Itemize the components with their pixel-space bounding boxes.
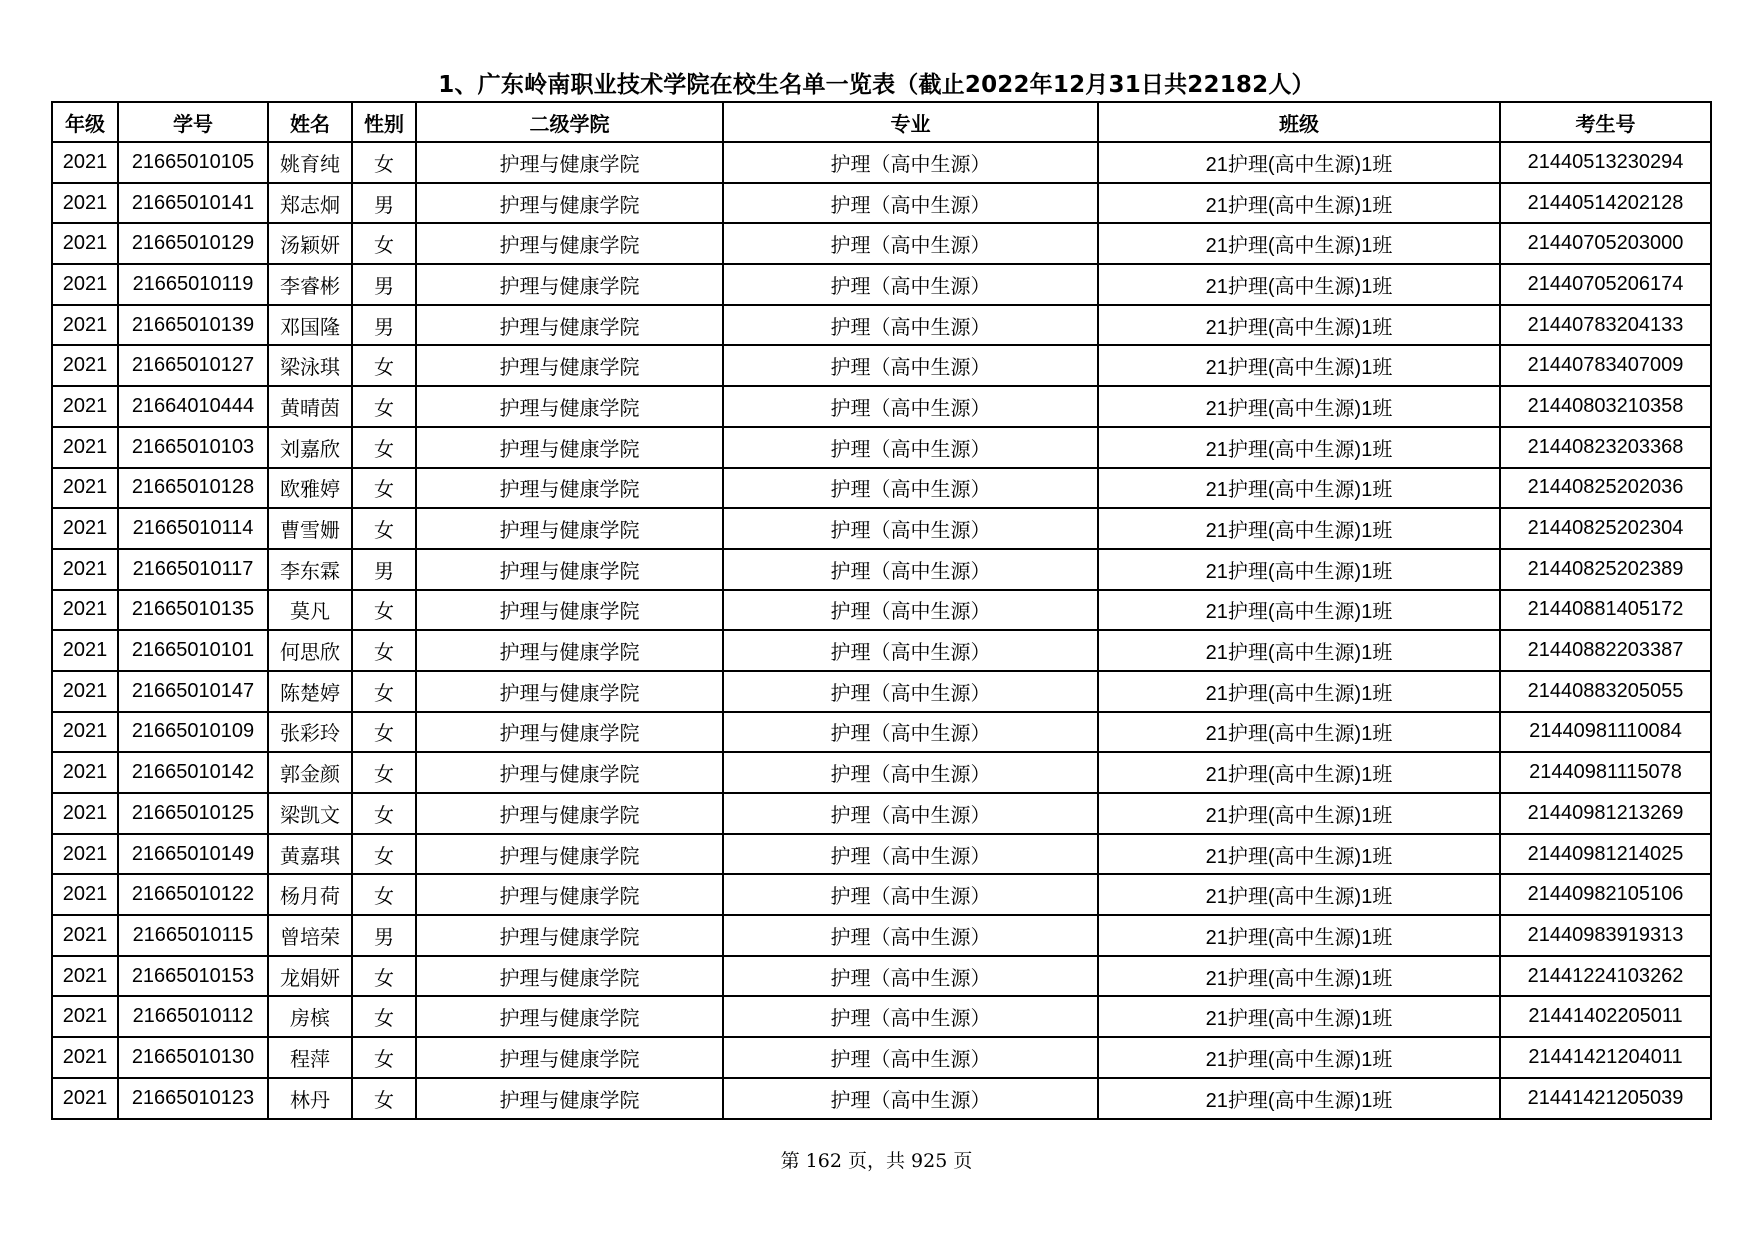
- cell-class: 21护理(高中生源)1班: [1098, 386, 1500, 427]
- cell-exam-number: 21441224103262: [1500, 956, 1711, 997]
- table-row: [52, 183, 1711, 224]
- cell-college: 护理与健康学院: [416, 874, 723, 915]
- cell-major: 护理（高中生源）: [723, 223, 1098, 264]
- cell-name: 杨月荷: [268, 874, 352, 915]
- cell-student-id: 21665010141: [118, 183, 268, 224]
- cell-college: 护理与健康学院: [416, 549, 723, 590]
- cell-exam-number: 21440982105106: [1500, 874, 1711, 915]
- table-row: [52, 142, 1711, 183]
- header-name: 姓名: [268, 102, 352, 142]
- cell-gender: 女: [352, 874, 416, 915]
- table-row: [52, 508, 1711, 549]
- table-row: [52, 264, 1711, 305]
- cell-gender: 男: [352, 183, 416, 224]
- table-row: [52, 386, 1711, 427]
- cell-name: 梁凯文: [268, 793, 352, 834]
- cell-gender: 男: [352, 305, 416, 346]
- cell-gender: 女: [352, 386, 416, 427]
- cell-exam-number: 21440981214025: [1500, 834, 1711, 875]
- cell-name: 莫凡: [268, 590, 352, 631]
- table-row: [52, 834, 1711, 875]
- cell-major: 护理（高中生源）: [723, 305, 1098, 346]
- cell-college: 护理与健康学院: [416, 1037, 723, 1078]
- cell-major: 护理（高中生源）: [723, 630, 1098, 671]
- table-body: [52, 142, 1711, 1119]
- table-row: [52, 223, 1711, 264]
- cell-student-id: 21665010114: [118, 508, 268, 549]
- cell-college: 护理与健康学院: [416, 508, 723, 549]
- table-row: [52, 468, 1711, 509]
- cell-gender: 女: [352, 345, 416, 386]
- cell-class: 21护理(高中生源)1班: [1098, 956, 1500, 997]
- page-number: 第 162 页，共 925 页: [780, 1150, 973, 1172]
- cell-student-id: 21665010123: [118, 1078, 268, 1119]
- cell-college: 护理与健康学院: [416, 630, 723, 671]
- cell-student-id: 21665010115: [118, 915, 268, 956]
- table-row: [52, 1078, 1711, 1119]
- cell-class: 21护理(高中生源)1班: [1098, 630, 1500, 671]
- cell-college: 护理与健康学院: [416, 305, 723, 346]
- table-row: [52, 956, 1711, 997]
- cell-class: 21护理(高中生源)1班: [1098, 1078, 1500, 1119]
- cell-class: 21护理(高中生源)1班: [1098, 915, 1500, 956]
- cell-name: 姚育纯: [268, 142, 352, 183]
- cell-student-id: 21665010153: [118, 956, 268, 997]
- cell-class: 21护理(高中生源)1班: [1098, 996, 1500, 1037]
- header-student-id: 学号: [118, 102, 268, 142]
- table-row: [52, 345, 1711, 386]
- cell-student-id: 21665010135: [118, 590, 268, 631]
- cell-student-id: 21665010122: [118, 874, 268, 915]
- cell-grade: 2021: [52, 427, 118, 468]
- cell-major: 护理（高中生源）: [723, 183, 1098, 224]
- cell-major: 护理（高中生源）: [723, 1078, 1098, 1119]
- cell-gender: 女: [352, 1037, 416, 1078]
- table-row: [52, 915, 1711, 956]
- cell-major: 护理（高中生源）: [723, 996, 1098, 1037]
- cell-college: 护理与健康学院: [416, 915, 723, 956]
- cell-college: 护理与健康学院: [416, 468, 723, 509]
- cell-college: 护理与健康学院: [416, 386, 723, 427]
- cell-gender: 女: [352, 590, 416, 631]
- cell-class: 21护理(高中生源)1班: [1098, 874, 1500, 915]
- cell-class: 21护理(高中生源)1班: [1098, 671, 1500, 712]
- cell-student-id: 21665010129: [118, 223, 268, 264]
- cell-exam-number: 21440883205055: [1500, 671, 1711, 712]
- student-roster-table: [51, 101, 1712, 1120]
- cell-exam-number: 21440803210358: [1500, 386, 1711, 427]
- cell-major: 护理（高中生源）: [723, 956, 1098, 997]
- cell-class: 21护理(高中生源)1班: [1098, 345, 1500, 386]
- cell-class: 21护理(高中生源)1班: [1098, 590, 1500, 631]
- cell-student-id: 21665010147: [118, 671, 268, 712]
- cell-grade: 2021: [52, 142, 118, 183]
- cell-grade: 2021: [52, 508, 118, 549]
- cell-exam-number: 21440823203368: [1500, 427, 1711, 468]
- cell-class: 21护理(高中生源)1班: [1098, 427, 1500, 468]
- cell-grade: 2021: [52, 874, 118, 915]
- cell-gender: 女: [352, 956, 416, 997]
- header-major: 专业: [723, 102, 1098, 142]
- cell-major: 护理（高中生源）: [723, 468, 1098, 509]
- cell-class: 21护理(高中生源)1班: [1098, 793, 1500, 834]
- cell-grade: 2021: [52, 956, 118, 997]
- cell-gender: 男: [352, 915, 416, 956]
- cell-gender: 女: [352, 427, 416, 468]
- cell-class: 21护理(高中生源)1班: [1098, 142, 1500, 183]
- cell-exam-number: 21440825202389: [1500, 549, 1711, 590]
- cell-grade: 2021: [52, 671, 118, 712]
- cell-college: 护理与健康学院: [416, 793, 723, 834]
- cell-exam-number: 21440825202036: [1500, 468, 1711, 509]
- cell-exam-number: 21440981110084: [1500, 712, 1711, 753]
- cell-name: 曾培荣: [268, 915, 352, 956]
- cell-student-id: 21665010142: [118, 752, 268, 793]
- cell-class: 21护理(高中生源)1班: [1098, 834, 1500, 875]
- table-row: [52, 752, 1711, 793]
- table-row: [52, 1037, 1711, 1078]
- cell-college: 护理与健康学院: [416, 996, 723, 1037]
- cell-name: 刘嘉欣: [268, 427, 352, 468]
- table-row: [52, 305, 1711, 346]
- cell-major: 护理（高中生源）: [723, 427, 1098, 468]
- cell-student-id: 21664010444: [118, 386, 268, 427]
- cell-exam-number: 21441421205039: [1500, 1078, 1711, 1119]
- cell-name: 李睿彬: [268, 264, 352, 305]
- cell-college: 护理与健康学院: [416, 264, 723, 305]
- cell-gender: 女: [352, 630, 416, 671]
- cell-class: 21护理(高中生源)1班: [1098, 264, 1500, 305]
- header-class: 班级: [1098, 102, 1500, 142]
- cell-gender: 女: [352, 671, 416, 712]
- cell-college: 护理与健康学院: [416, 834, 723, 875]
- cell-major: 护理（高中生源）: [723, 752, 1098, 793]
- cell-exam-number: 21440705206174: [1500, 264, 1711, 305]
- cell-grade: 2021: [52, 590, 118, 631]
- cell-name: 曹雪姗: [268, 508, 352, 549]
- cell-grade: 2021: [52, 752, 118, 793]
- table-row: [52, 712, 1711, 753]
- cell-gender: 女: [352, 508, 416, 549]
- cell-college: 护理与健康学院: [416, 142, 723, 183]
- cell-gender: 女: [352, 468, 416, 509]
- header-exam-number: 考生号: [1500, 102, 1711, 142]
- cell-name: 黄晴茵: [268, 386, 352, 427]
- cell-name: 郭金颜: [268, 752, 352, 793]
- cell-gender: 女: [352, 752, 416, 793]
- cell-student-id: 21665010139: [118, 305, 268, 346]
- header-gender: 性别: [352, 102, 416, 142]
- cell-exam-number: 21440514202128: [1500, 183, 1711, 224]
- cell-student-id: 21665010125: [118, 793, 268, 834]
- table-header-row: [52, 102, 1711, 142]
- cell-exam-number: 21440825202304: [1500, 508, 1711, 549]
- cell-name: 何思欣: [268, 630, 352, 671]
- cell-grade: 2021: [52, 1037, 118, 1078]
- cell-gender: 女: [352, 996, 416, 1037]
- table-row: [52, 671, 1711, 712]
- cell-student-id: 21665010119: [118, 264, 268, 305]
- cell-name: 梁泳琪: [268, 345, 352, 386]
- cell-grade: 2021: [52, 630, 118, 671]
- cell-grade: 2021: [52, 712, 118, 753]
- cell-exam-number: 21441402205011: [1500, 996, 1711, 1037]
- cell-name: 汤颖妍: [268, 223, 352, 264]
- cell-grade: 2021: [52, 305, 118, 346]
- cell-grade: 2021: [52, 468, 118, 509]
- cell-college: 护理与健康学院: [416, 183, 723, 224]
- cell-gender: 男: [352, 549, 416, 590]
- cell-student-id: 21665010149: [118, 834, 268, 875]
- table-row: [52, 427, 1711, 468]
- cell-class: 21护理(高中生源)1班: [1098, 183, 1500, 224]
- cell-student-id: 21665010117: [118, 549, 268, 590]
- cell-grade: 2021: [52, 1078, 118, 1119]
- cell-class: 21护理(高中生源)1班: [1098, 305, 1500, 346]
- cell-exam-number: 21440882203387: [1500, 630, 1711, 671]
- cell-name: 郑志炯: [268, 183, 352, 224]
- cell-major: 护理（高中生源）: [723, 915, 1098, 956]
- table-row: [52, 549, 1711, 590]
- cell-gender: 男: [352, 264, 416, 305]
- cell-name: 张彩玲: [268, 712, 352, 753]
- table-row: [52, 793, 1711, 834]
- cell-college: 护理与健康学院: [416, 671, 723, 712]
- cell-major: 护理（高中生源）: [723, 386, 1098, 427]
- cell-major: 护理（高中生源）: [723, 549, 1098, 590]
- cell-major: 护理（高中生源）: [723, 712, 1098, 753]
- cell-major: 护理（高中生源）: [723, 590, 1098, 631]
- cell-major: 护理（高中生源）: [723, 142, 1098, 183]
- cell-name: 陈楚婷: [268, 671, 352, 712]
- header-college: 二级学院: [416, 102, 723, 142]
- cell-major: 护理（高中生源）: [723, 834, 1098, 875]
- cell-class: 21护理(高中生源)1班: [1098, 468, 1500, 509]
- cell-grade: 2021: [52, 183, 118, 224]
- cell-major: 护理（高中生源）: [723, 264, 1098, 305]
- cell-class: 21护理(高中生源)1班: [1098, 549, 1500, 590]
- cell-name: 黄嘉琪: [268, 834, 352, 875]
- cell-student-id: 21665010101: [118, 630, 268, 671]
- cell-exam-number: 21441421204011: [1500, 1037, 1711, 1078]
- cell-student-id: 21665010103: [118, 427, 268, 468]
- cell-exam-number: 21440981213269: [1500, 793, 1711, 834]
- cell-student-id: 21665010109: [118, 712, 268, 753]
- cell-college: 护理与健康学院: [416, 1078, 723, 1119]
- cell-gender: 女: [352, 834, 416, 875]
- cell-name: 林丹: [268, 1078, 352, 1119]
- cell-student-id: 21665010127: [118, 345, 268, 386]
- cell-college: 护理与健康学院: [416, 345, 723, 386]
- cell-grade: 2021: [52, 549, 118, 590]
- cell-exam-number: 21440981115078: [1500, 752, 1711, 793]
- cell-gender: 女: [352, 712, 416, 753]
- cell-exam-number: 21440705203000: [1500, 223, 1711, 264]
- table-row: [52, 630, 1711, 671]
- cell-gender: 女: [352, 142, 416, 183]
- cell-major: 护理（高中生源）: [723, 793, 1098, 834]
- cell-exam-number: 21440513230294: [1500, 142, 1711, 183]
- cell-class: 21护理(高中生源)1班: [1098, 752, 1500, 793]
- table-row: [52, 996, 1711, 1037]
- cell-name: 李东霖: [268, 549, 352, 590]
- table-row: [52, 590, 1711, 631]
- cell-student-id: 21665010128: [118, 468, 268, 509]
- cell-name: 房槟: [268, 996, 352, 1037]
- cell-grade: 2021: [52, 834, 118, 875]
- cell-class: 21护理(高中生源)1班: [1098, 712, 1500, 753]
- cell-name: 欧雅婷: [268, 468, 352, 509]
- cell-college: 护理与健康学院: [416, 223, 723, 264]
- cell-major: 护理（高中生源）: [723, 671, 1098, 712]
- cell-grade: 2021: [52, 345, 118, 386]
- cell-college: 护理与健康学院: [416, 956, 723, 997]
- cell-class: 21护理(高中生源)1班: [1098, 1037, 1500, 1078]
- cell-college: 护理与健康学院: [416, 427, 723, 468]
- cell-grade: 2021: [52, 386, 118, 427]
- cell-exam-number: 21440783407009: [1500, 345, 1711, 386]
- cell-major: 护理（高中生源）: [723, 508, 1098, 549]
- cell-grade: 2021: [52, 264, 118, 305]
- cell-student-id: 21665010130: [118, 1037, 268, 1078]
- cell-gender: 女: [352, 1078, 416, 1119]
- cell-exam-number: 21440881405172: [1500, 590, 1711, 631]
- cell-name: 龙娟妍: [268, 956, 352, 997]
- cell-grade: 2021: [52, 223, 118, 264]
- cell-exam-number: 21440783204133: [1500, 305, 1711, 346]
- cell-grade: 2021: [52, 996, 118, 1037]
- cell-class: 21护理(高中生源)1班: [1098, 508, 1500, 549]
- cell-name: 邓国隆: [268, 305, 352, 346]
- cell-major: 护理（高中生源）: [723, 1037, 1098, 1078]
- cell-college: 护理与健康学院: [416, 590, 723, 631]
- cell-exam-number: 21440983919313: [1500, 915, 1711, 956]
- cell-name: 程萍: [268, 1037, 352, 1078]
- cell-gender: 女: [352, 223, 416, 264]
- cell-grade: 2021: [52, 793, 118, 834]
- page-title: 1、广东岭南职业技术学院在校生名单一览表（截止2022年12月31日共22182人）: [438, 72, 1315, 98]
- cell-student-id: 21665010112: [118, 996, 268, 1037]
- cell-gender: 女: [352, 793, 416, 834]
- cell-major: 护理（高中生源）: [723, 345, 1098, 386]
- header-grade: 年级: [52, 102, 118, 142]
- cell-college: 护理与健康学院: [416, 752, 723, 793]
- cell-student-id: 21665010105: [118, 142, 268, 183]
- cell-grade: 2021: [52, 915, 118, 956]
- cell-class: 21护理(高中生源)1班: [1098, 223, 1500, 264]
- cell-college: 护理与健康学院: [416, 712, 723, 753]
- cell-major: 护理（高中生源）: [723, 874, 1098, 915]
- table-row: [52, 874, 1711, 915]
